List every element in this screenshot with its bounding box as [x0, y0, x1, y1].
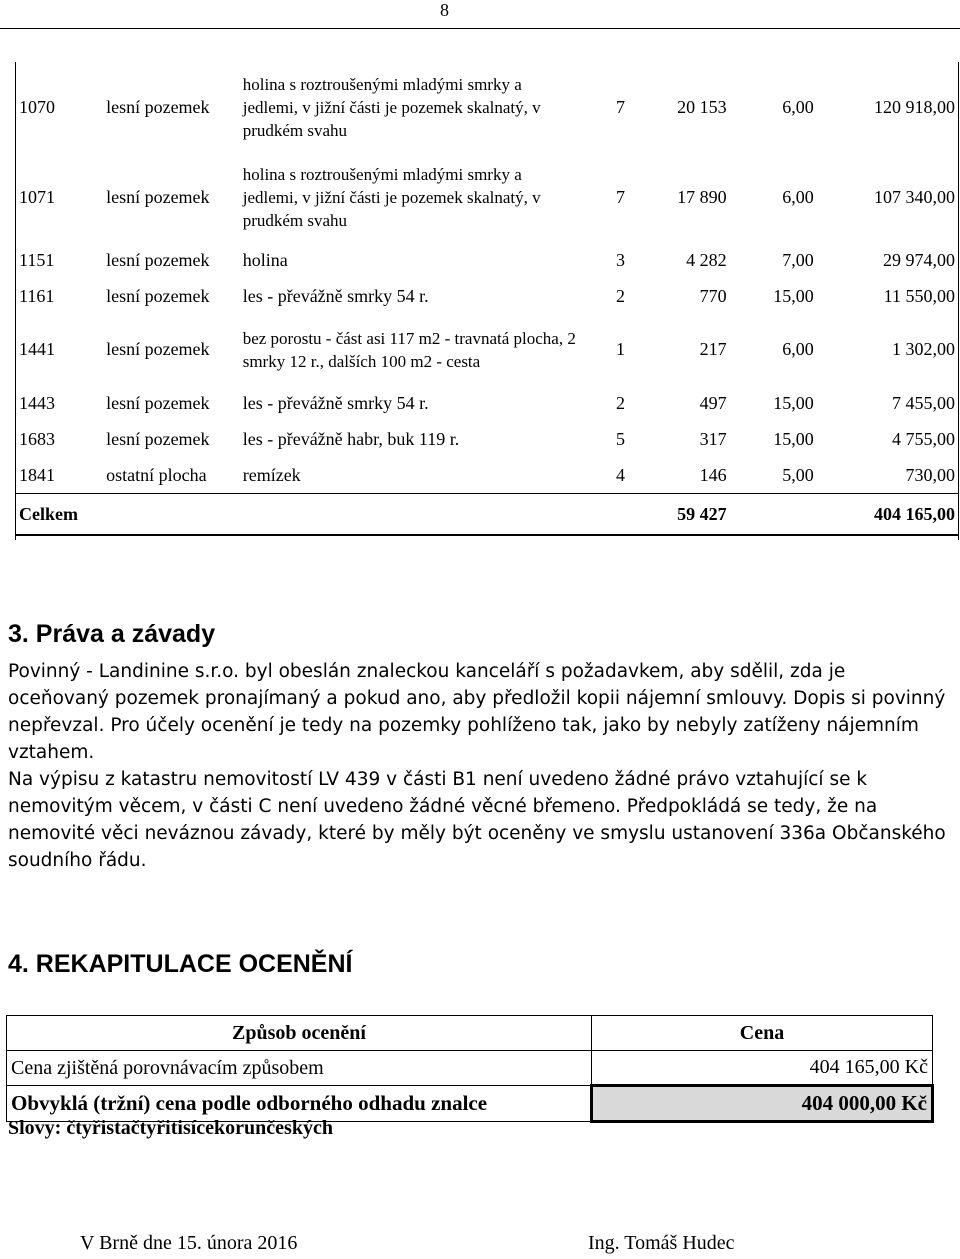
page-number: 8	[440, 0, 449, 20]
total-value: 404 165,00	[818, 494, 959, 536]
parcel-description: les - převážně habr, buk 119 r.	[242, 428, 460, 449]
total-price-empty	[731, 494, 818, 536]
parcel-kind: ostatní plocha	[106, 464, 207, 485]
parcel-description: bez porostu - část asi 117 m2 - travnatá plocha, 2 smrky 12 r., dalších 100 m2 - cesta	[242, 328, 576, 371]
parcel-number: 1071	[19, 186, 55, 207]
recap-table	[6, 1015, 934, 1123]
parcel-description: holina s roztroušenými mladými smrky a jedlemi, v jižní části je pozemek skalnatý, v prudkém svahu	[242, 164, 541, 230]
parcel-kind: lesní pozemek	[106, 96, 210, 117]
parcel-area: 317	[699, 428, 727, 449]
signature-name: Ing. Tomáš Hudec	[588, 1232, 735, 1254]
parcel-bonity: 4	[616, 464, 625, 485]
parcel-number: 1841	[19, 464, 55, 485]
total-label: Celkem	[15, 494, 629, 536]
parcel-bonity: 2	[616, 392, 625, 413]
parcel-number: 1443	[19, 392, 55, 413]
parcel-row	[15, 421, 959, 457]
parcel-row	[15, 152, 959, 242]
parcel-value: 29 974,00	[883, 249, 955, 270]
parcel-value: 120 918,00	[874, 96, 955, 117]
total-row	[15, 494, 959, 536]
parcel-value: 7 455,00	[892, 392, 955, 413]
parcel-unit-price: 5,00	[782, 464, 814, 485]
parcel-value: 1 302,00	[892, 339, 955, 359]
parcel-bonity: 7	[616, 186, 625, 207]
recap-header-row	[7, 1016, 933, 1051]
parcel-area: 20 153	[677, 96, 727, 117]
parcel-bonity: 1	[616, 339, 625, 359]
parcel-area: 217	[699, 339, 727, 359]
parcel-unit-price: 7,00	[782, 249, 814, 270]
header-rule	[0, 28, 960, 29]
parcel-kind: lesní pozemek	[106, 249, 210, 270]
recap-row1-value: 404 165,00 Kč	[592, 1051, 933, 1086]
parcel-number: 1151	[19, 249, 55, 270]
parcel-area: 770	[699, 285, 727, 306]
parcel-value: 11 550,00	[883, 285, 955, 306]
parcel-description: holina	[242, 249, 288, 270]
parcel-bonity: 3	[616, 249, 625, 270]
parcel-description: holina s roztroušenými mladými smrky a jedlemi, v jižní části je pozemek skalnatý, v prudkém svahu	[242, 74, 541, 140]
parcel-value: 107 340,00	[874, 186, 955, 207]
recap-row2-label: Obvyklá (tržní) cena podle odborného odhadu znalce	[7, 1086, 592, 1122]
parcel-description: les - převážně smrky 54 r.	[242, 285, 429, 306]
parcel-bonity: 7	[616, 96, 625, 117]
parcel-number: 1441	[19, 339, 55, 359]
parcel-value: 4 755,00	[892, 428, 955, 449]
parcel-description: remízek	[242, 464, 301, 485]
parcel-number: 1683	[19, 428, 55, 449]
recap-col-price: Cena	[592, 1016, 933, 1051]
parcel-unit-price: 6,00	[782, 186, 814, 207]
parcel-row	[15, 278, 959, 314]
parcel-unit-price: 15,00	[773, 428, 814, 449]
parcel-description: les - převážně smrky 54 r.	[242, 392, 429, 413]
parcel-unit-price: 15,00	[773, 285, 814, 306]
amount-in-words: Slovy: čtyřistačtyřitisícekorunčeských	[8, 1117, 333, 1139]
parcel-value: 730,00	[905, 464, 955, 485]
parcel-number: 1161	[19, 285, 55, 306]
parcel-row	[15, 314, 959, 385]
parcel-unit-price: 15,00	[773, 392, 814, 413]
place-and-date: V Brně dne 15. února 2016	[80, 1232, 298, 1254]
recap-row2-value: 404 000,00 Kč	[592, 1086, 933, 1122]
parcel-kind: lesní pozemek	[106, 285, 210, 306]
parcel-unit-price: 6,00	[782, 96, 814, 117]
rights-paragraph-1: Povinný - Landinine s.r.o. byl obeslán znaleckou kanceláří s požadavkem, aby sdělil, zda je oceňovaný pozemek pronajímaný a pokud ano, aby předložil kopii nájemní smlouvy. Dopis si povinný nepřevzal. Pro účely ocenění je tedy na pozemky pohlíženo tak, jako by nebyly zatíženy nájemním vztahem.	[8, 661, 946, 763]
section4-heading: 4. REKAPITULACE OCENĚNÍ	[8, 950, 353, 978]
recap-row1-label: Cena zjištěná porovnávacím způsobem	[7, 1051, 592, 1086]
parcel-row	[15, 62, 959, 152]
rights-paragraph-2: Na výpisu z katastru nemovitostí LV 439 v části B1 není uvedeno žádné právo vztahující se k nemovitým věcem, v části C není uvedeno žádné věcné břemeno. Předpokládá se tedy, že na nemovité věci neváznou závady, které by měly být oceněny ve smyslu ustanovení 336a Občanského soudního řádu.	[8, 769, 946, 871]
parcel-kind: lesní pozemek	[106, 339, 210, 359]
parcel-area: 17 890	[677, 186, 727, 207]
parcel-area: 146	[699, 464, 727, 485]
parcel-number: 1070	[19, 96, 55, 117]
parcel-row	[15, 242, 959, 278]
parcel-bonity: 5	[616, 428, 625, 449]
parcel-kind: lesní pozemek	[106, 392, 210, 413]
parcel-area: 497	[699, 392, 727, 413]
parcel-row	[15, 385, 959, 421]
section3-heading: 3. Práva a závady	[8, 620, 216, 648]
parcel-row	[15, 457, 959, 494]
parcel-unit-price: 6,00	[782, 339, 814, 359]
parcel-table	[15, 62, 959, 536]
parcel-bonity: 2	[616, 285, 625, 306]
parcel-kind: lesní pozemek	[106, 186, 210, 207]
recap-row-comparative	[7, 1051, 933, 1086]
recap-col-method: Způsob ocenění	[7, 1016, 592, 1051]
parcel-area: 4 282	[686, 249, 727, 270]
total-area: 59 427	[629, 494, 731, 536]
parcel-kind: lesní pozemek	[106, 428, 210, 449]
